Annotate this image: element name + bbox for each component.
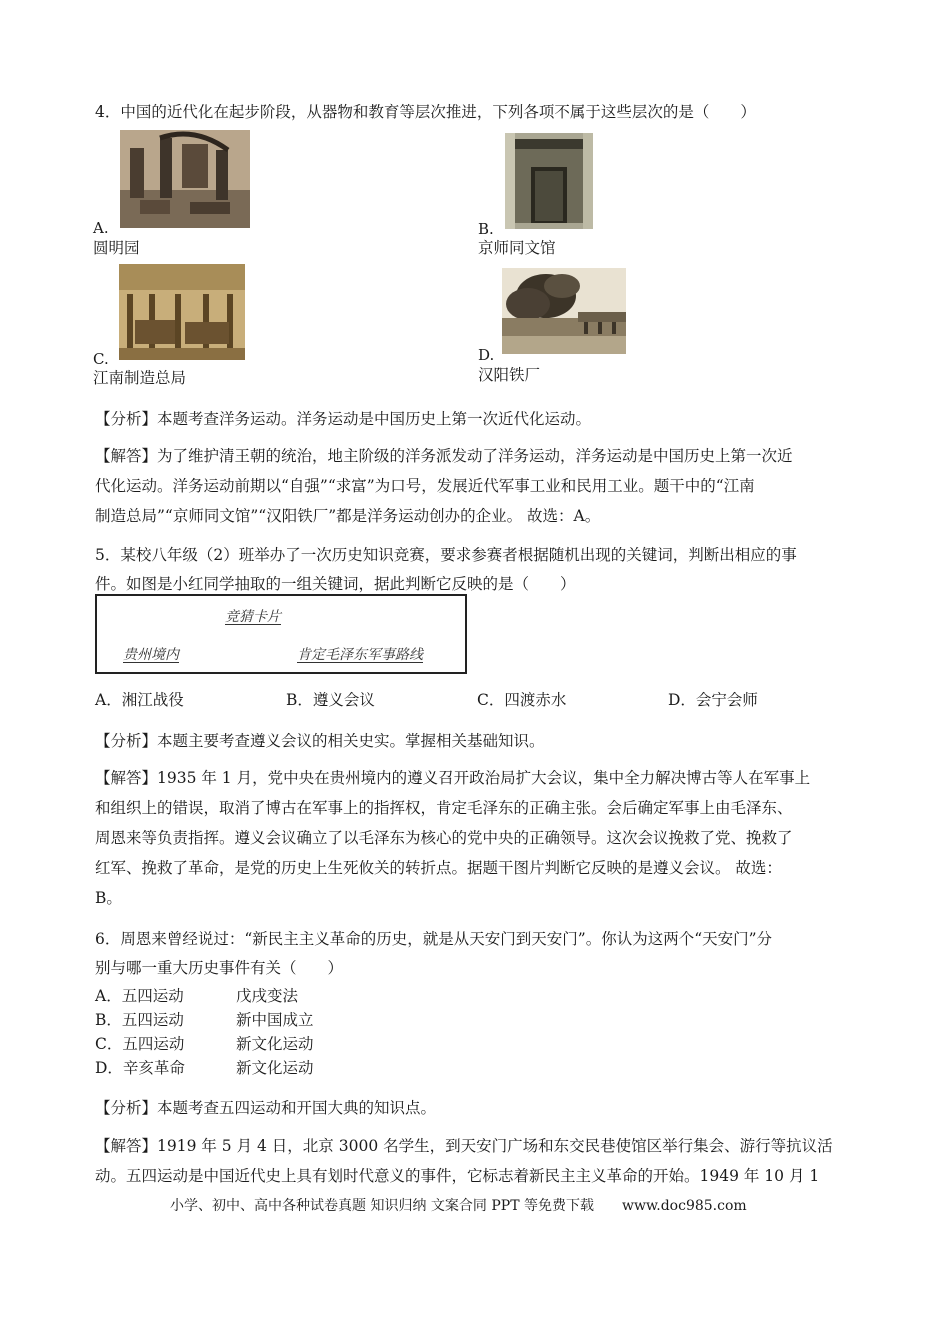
q4-answer-line-2: 代化运动。洋务运动前期以“自强”“求富”为口号，发展近代军事工业和民用工业。题干中的“江南 — [95, 477, 755, 495]
q5-stem-line-1: 5．某校八年级（2）班举办了一次历史知识竞赛，要求参赛者根据随机出现的关键词，判断出相应的事 — [95, 546, 797, 564]
card-keyword-2: 肯定毛泽东军事路线 — [297, 647, 423, 663]
q4-option-a-caption: 圆明园 — [93, 239, 140, 257]
q6-answer-line-1: 【解答】1919 年 5 月 4 日，北京 3000 名学生，到天安门广场和东交民巷使馆区举行集会、游行等抗议活 — [95, 1137, 833, 1155]
q4-answer-line-1: 【解答】为了维护清王朝的统治，地主阶级的洋务派发动了洋务运动，洋务运动是中国历史上第一次近 — [95, 447, 793, 465]
q5-answer-line-3: 周恩来等负责指挥。遵义会议确立了以毛泽东为核心的党中央的正确领导。这次会议挽救了党、挽救了 — [95, 829, 793, 847]
yuanmingyuan-ruins-image — [120, 130, 250, 228]
q6-option-c-first: C．五四运动 — [95, 1035, 185, 1053]
q5-answer-line-2: 和组织上的错误，取消了博古在军事上的指挥权，肯定毛泽东的正确主张。会后确定军事上由毛泽东、 — [95, 799, 793, 817]
card-title: 竞猜卡片 — [225, 609, 281, 625]
q4-option-b-caption: 京师同文馆 — [478, 239, 556, 257]
q4-option-d-letter: D. — [478, 346, 495, 364]
q6-analysis: 【分析】本题考查五四运动和开国大典的知识点。 — [95, 1099, 437, 1117]
q6-option-b-second: 新中国成立 — [236, 1011, 314, 1029]
q6-option-a-second: 戊戌变法 — [236, 987, 299, 1005]
q6-option-b-first: B．五四运动 — [95, 1011, 184, 1029]
tongwenguan-gate-image — [505, 133, 593, 229]
q5-answer-line-5: B。 — [95, 889, 122, 907]
q6-option-d-second: 新文化运动 — [236, 1059, 314, 1077]
q5-stem-line-2: 件。如图是小红同学抽取的一组关键词，据此判断它反映的是（ ） — [95, 575, 576, 593]
q5-answer-line-1: 【解答】1935 年 1 月，党中央在贵州境内的遵义召开政治局扩大会议，集中全力解决博古等人在军事上 — [95, 769, 811, 787]
q4-option-c-letter: C. — [93, 350, 109, 368]
q5-option-d: D．会宁会师 — [668, 691, 758, 709]
q6-stem-line-2: 别与哪一重大历史事件有关（ ） — [95, 959, 344, 977]
q5-answer-line-4: 红军、挽救了革命，是党的历史上生死攸关的转折点。据题干图片判断它反映的是遵义会议。 故选： — [95, 859, 782, 877]
keyword-card — [95, 594, 467, 674]
q4-answer-line-3: 制造总局”“京师同文馆”“汉阳铁厂”都是洋务运动创办的企业。 故选：A。 — [95, 507, 601, 525]
q5-option-a: A．湘江战役 — [95, 691, 184, 709]
jiangnan-arsenal-image — [119, 264, 245, 360]
hanyang-ironworks-image — [502, 268, 626, 354]
q4-option-d-caption: 汉阳铁厂 — [478, 366, 541, 384]
q6-answer-line-2: 动。五四运动是中国近代史上具有划时代意义的事件，它标志着新民主主义革命的开始。1949 年 10 月 1 — [95, 1167, 820, 1185]
q4-analysis: 【分析】本题考查洋务运动。洋务运动是中国历史上第一次近代化运动。 — [95, 410, 592, 428]
q6-option-c-second: 新文化运动 — [236, 1035, 314, 1053]
q5-option-b: B．遵义会议 — [286, 691, 375, 709]
q4-option-c-caption: 江南制造总局 — [93, 369, 187, 387]
q4-option-b-letter: B. — [478, 220, 494, 238]
q5-analysis: 【分析】本题主要考查遵义会议的相关史实。掌握相关基础知识。 — [95, 732, 545, 750]
q4-option-a-letter: A. — [93, 219, 109, 237]
card-keyword-1: 贵州境内 — [123, 647, 179, 663]
page-footer: 小学、初中、高中各种试卷真题 知识归纳 文案合同 PPT 等免费下载 www.doc985.com — [170, 1198, 747, 1214]
q5-option-c: C．四渡赤水 — [477, 691, 567, 709]
q6-stem-line-1: 6．周恩来曾经说过：“新民主主义革命的历史，就是从天安门到天安门”。你认为这两个“天安门”分 — [95, 930, 773, 948]
q6-option-a-first: A．五四运动 — [95, 987, 184, 1005]
q4-stem: 4．中国的近代化在起步阶段，从器物和教育等层次推进，下列各项不属于这些层次的是（ ） — [95, 103, 756, 121]
q6-option-d-first: D．辛亥革命 — [95, 1059, 185, 1077]
